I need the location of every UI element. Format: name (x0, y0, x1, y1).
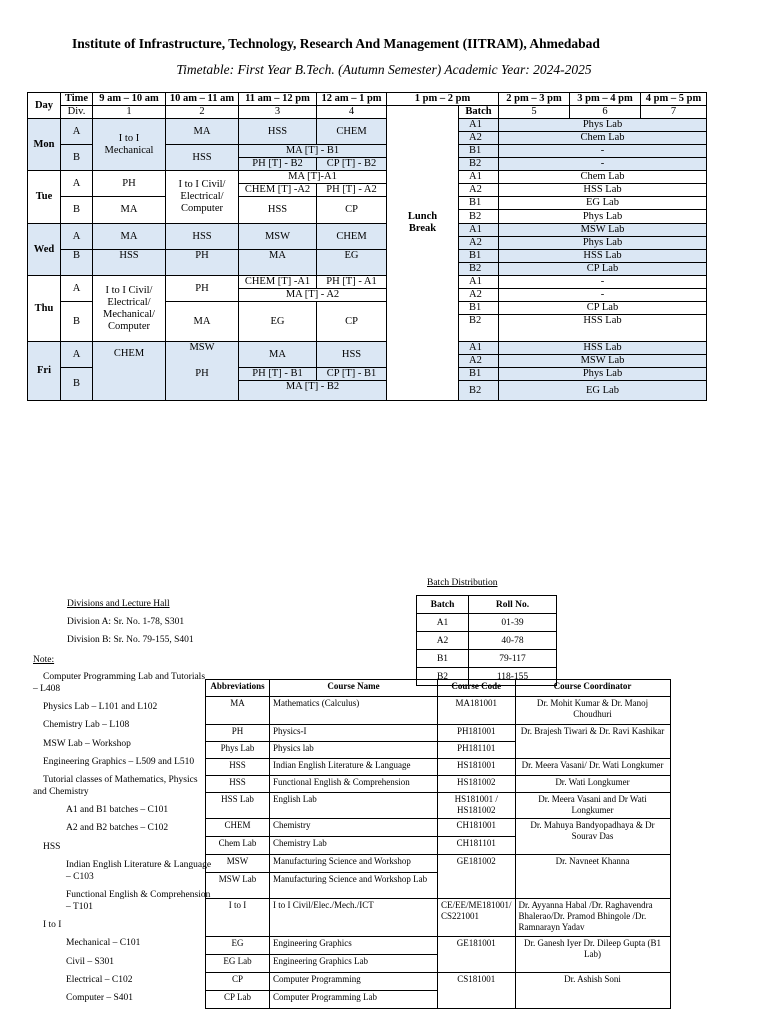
bd-batch: B2 (417, 668, 469, 686)
mon-lab-a1: Phys Lab (499, 119, 707, 132)
wed-lab-a2: Phys Lab (499, 237, 707, 250)
wed-a2: HSS (166, 224, 239, 250)
batch: A2 (459, 237, 499, 250)
day-thu: Thu (28, 276, 61, 342)
ct-coord: Dr. Wati Longkumer (515, 776, 670, 793)
wed-b2: PH (166, 250, 239, 276)
fri-b4: CP [T] - B1 (317, 368, 387, 381)
ct-header: Abbreviations (206, 680, 270, 697)
slot-num-4: 4 (317, 106, 387, 119)
thu-lab-a2: - (499, 289, 707, 302)
div-b: B (61, 145, 93, 171)
ct-coord: Dr. Meera Vasani and Dr Wati Longkumer (515, 793, 670, 819)
mon-lab-b2: - (499, 158, 707, 171)
h-day: Day (28, 93, 61, 119)
cp-lab-note-2: – L408 (33, 684, 61, 694)
ct-code: CH181101 (438, 837, 516, 855)
cp-lab-note: Computer Programming Lab and Tutorials (43, 672, 206, 682)
batch: B2 (459, 158, 499, 171)
mon-lab-b1: - (499, 145, 707, 158)
bd-roll: 79-117 (469, 650, 557, 668)
comp-note: Computer – S401 (66, 993, 134, 1003)
ct-abbr: CHEM (206, 819, 270, 837)
ct-header: Course Name (270, 680, 438, 697)
ct-name: Chemistry (270, 819, 438, 837)
fri-a2: MSW (166, 342, 239, 355)
tue-a3x: CHEM [T] -A2 (239, 184, 317, 197)
civil-note: Civil – S301 (66, 957, 115, 967)
div-a: A (61, 224, 93, 250)
mon-a2: MA (166, 119, 239, 145)
mon-lab-a2: Chem Lab (499, 132, 707, 145)
division-a-note: Division A: Sr. No. 1-78, S301 (67, 617, 185, 627)
thu-b3: EG (239, 302, 317, 342)
bd-roll: 118-155 (469, 668, 557, 686)
batch: B2 (459, 381, 499, 401)
ct-name: I to I Civil/Elec./Mech./ICT (270, 899, 438, 937)
ct-coord: Dr. Meera Vasani/ Dr. Wati Longkumer (515, 759, 670, 776)
day-wed: Wed (28, 224, 61, 276)
wed-a3: MSW (239, 224, 317, 250)
ct-name: Manufacturing Science and Workshop Lab (270, 873, 438, 899)
ct-code: MA181001 (438, 697, 516, 725)
batch: B2 (459, 263, 499, 276)
thu-a1: I to I Civil/ Electrical/ Mechanical/ Computer (93, 276, 166, 342)
ct-abbr: EG Lab (206, 955, 270, 973)
ct-abbr: HSS (206, 759, 270, 776)
ct-coord: Dr. Mahuya Bandyopadhaya & Dr Sourav Das (515, 819, 670, 855)
ct-code: PH181101 (438, 742, 516, 759)
ct-name: Mathematics (Calculus) (270, 697, 438, 725)
mon-b4x: CP [T] - B2 (317, 158, 387, 171)
wed-lab-b2: CP Lab (499, 263, 707, 276)
wed-lab-a1: MSW Lab (499, 224, 707, 237)
wed-a1: MA (93, 224, 166, 250)
day-fri: Fri (28, 342, 61, 401)
fri-b3: PH [T] - B1 (239, 368, 317, 381)
ct-coord: Dr. Ayyanna Habal /Dr. Raghavendra Bhalerao/Dr. Pramod Bhingole /Dr. Ramnarayn Yadav (515, 899, 670, 937)
tue-b3: HSS (239, 197, 317, 224)
ct-name: Physics-I (270, 725, 438, 742)
fri-a4: HSS (317, 342, 387, 368)
ct-abbr: EG (206, 937, 270, 955)
thu-a34: MA [T] - A2 (239, 289, 387, 302)
thu-a3: CHEM [T] -A1 (239, 276, 317, 289)
thu-b4: CP (317, 302, 387, 342)
tutorial-note: Tutorial classes of Mathematics, Physics (43, 775, 198, 785)
a1b1-note: A1 and B1 batches – C101 (66, 805, 169, 815)
division-b-note: Division B: Sr. No. 79-155, S401 (67, 635, 194, 645)
ct-coord: Dr. Brajesh Tiwari & Dr. Ravi Kashikar (515, 725, 670, 759)
ct-code: CS181001 (438, 973, 516, 1009)
mon-b3x: PH [T] - B2 (239, 158, 317, 171)
tue-a4x: PH [T] - A2 (317, 184, 387, 197)
batch: B1 (459, 302, 499, 315)
fri-lab-b1: Phys Lab (499, 368, 707, 381)
ct-name: Indian English Literature & Language (270, 759, 438, 776)
fri-a2-gap (166, 355, 239, 368)
lunch-label: Lunch Break (407, 211, 438, 234)
tue-lab-b1: EG Lab (499, 197, 707, 210)
hss-note: HSS (43, 842, 61, 852)
ct-code: PH181001 (438, 725, 516, 742)
bd-header: Roll No. (469, 596, 557, 614)
ct-abbr: HSS (206, 776, 270, 793)
bd-roll: 01-39 (469, 614, 557, 632)
wed-b4: EG (317, 250, 387, 276)
lunch-break (387, 119, 459, 328)
ct-name: Engineering Graphics (270, 937, 438, 955)
ct-abbr: CP (206, 973, 270, 991)
fri-lab-a1: HSS Lab (499, 342, 707, 355)
batch: A1 (459, 171, 499, 184)
bd-roll: 40-78 (469, 632, 557, 650)
slot-1: 9 am – 10 am (93, 93, 166, 106)
slot-num-1: 1 (93, 106, 166, 119)
tue-b1: MA (93, 197, 166, 224)
tue-lab-a1: Chem Lab (499, 171, 707, 184)
ct-name: Engineering Graphics Lab (270, 955, 438, 973)
slot-3: 11 am – 12 pm (239, 93, 317, 106)
tue-lab-a2: HSS Lab (499, 184, 707, 197)
divisions-title: Divisions and Lecture Hall (67, 599, 170, 609)
h-batch: Batch (459, 106, 499, 119)
ct-code: GE181001 (438, 937, 516, 973)
batch: A1 (459, 342, 499, 355)
ct-name: Chemistry Lab (270, 837, 438, 855)
batch-distribution-title: Batch Distribution (427, 578, 498, 588)
mon-a3: HSS (239, 119, 317, 145)
ct-code: CE/EE/ME181001/ CS221001 (438, 899, 516, 937)
ct-name: Computer Programming (270, 973, 438, 991)
iel-note-2: – C103 (66, 872, 94, 882)
ct-abbr: Phys Lab (206, 742, 270, 759)
wed-b1: HSS (93, 250, 166, 276)
thu-a2: PH (166, 276, 239, 302)
div-a: A (61, 276, 93, 302)
ct-abbr: I to I (206, 899, 270, 937)
ct-coord: Dr. Navneet Khanna (515, 855, 670, 899)
slot-num-3: 3 (239, 106, 317, 119)
batch: B2 (459, 315, 499, 342)
batch: A2 (459, 355, 499, 368)
ct-abbr: MA (206, 697, 270, 725)
tue-a1: PH (93, 171, 166, 197)
msw-lab-note: MSW Lab – Workshop (43, 739, 131, 749)
slot-4: 12 am – 1 pm (317, 93, 387, 106)
h-div: Div. (61, 106, 93, 119)
h-time: Time (61, 93, 93, 106)
mon-a4: CHEM (317, 119, 387, 145)
batch: A2 (459, 132, 499, 145)
thu-b2: MA (166, 302, 239, 342)
div-b: B (61, 250, 93, 276)
ct-abbr: MSW (206, 855, 270, 873)
day-tue: Tue (28, 171, 61, 224)
batch: A1 (459, 224, 499, 237)
ct-code: HS181001 (438, 759, 516, 776)
ct-name: Physics lab (270, 742, 438, 759)
wed-a4: CHEM (317, 224, 387, 250)
ct-header: Course Code (438, 680, 516, 697)
fri-a1: CHEM (93, 342, 166, 401)
slot-num-2: 2 (166, 106, 239, 119)
thu-lab-b1: CP Lab (499, 302, 707, 315)
slot-6: 3 pm – 4 pm (570, 93, 641, 106)
mon-b2: HSS (166, 145, 239, 171)
ct-coord: Dr. Mohit Kumar & Dr. Manoj Choudhuri (515, 697, 670, 725)
thu-a4: PH [T] - A1 (317, 276, 387, 289)
phys-lab-note: Physics Lab – L101 and L102 (43, 702, 158, 712)
div-b: B (61, 197, 93, 224)
institute-title: Institute of Infrastructure, Technology, Research And Management (IITRAM), Ahmedabad (72, 36, 600, 51)
batch: B2 (459, 210, 499, 224)
course-table (205, 679, 671, 1009)
iel-note: Indian English Literature & Language (66, 860, 212, 870)
ct-name: Functional English & Comprehension (270, 776, 438, 793)
slot-7: 4 pm – 5 pm (641, 93, 707, 106)
bd-batch: B1 (417, 650, 469, 668)
mon-a1: I to I Mechanical (93, 119, 166, 171)
fri-b2: PH (166, 368, 239, 401)
batch: B1 (459, 145, 499, 158)
timetable-title: Timetable: First Year B.Tech. (Autumn Semester) Academic Year: 2024-2025 (176, 62, 592, 77)
bd-batch: A1 (417, 614, 469, 632)
thu-lab-a1: - (499, 276, 707, 289)
fri-a3: MA (239, 342, 317, 368)
ct-abbr: PH (206, 725, 270, 742)
lunch-empty (387, 106, 459, 119)
ct-code: CH181001 (438, 819, 516, 837)
tue-a34: MA [T]-A1 (239, 171, 387, 184)
timetable-grid (27, 92, 707, 401)
div-b: B (61, 368, 93, 401)
ct-abbr: Chem Lab (206, 837, 270, 855)
tue-a2: I to I Civil/ Electrical/ Computer (166, 171, 239, 224)
div-a: A (61, 119, 93, 145)
ct-name: English Lab (270, 793, 438, 819)
ct-abbr: HSS Lab (206, 793, 270, 819)
ct-code: HS181001 / HS181002 (438, 793, 516, 819)
bd-batch: A2 (417, 632, 469, 650)
fri-lab-a2: MSW Lab (499, 355, 707, 368)
ct-code: HS181002 (438, 776, 516, 793)
slot-num-7: 7 (641, 106, 707, 119)
elec-note: Electrical – C102 (66, 975, 133, 985)
mech-note: Mechanical – C101 (66, 938, 141, 948)
fri-lab-b2: EG Lab (499, 381, 707, 401)
mon-b34: MA [T] - B1 (239, 145, 387, 158)
wed-b3: MA (239, 250, 317, 276)
bd-header: Batch (417, 596, 469, 614)
thu-lab-b2: HSS Lab (499, 315, 707, 342)
day-mon: Mon (28, 119, 61, 171)
ct-header: Course Coordinator (515, 680, 670, 697)
ct-abbr: CP Lab (206, 991, 270, 1009)
note-title: Note: (33, 655, 55, 665)
ct-name: Computer Programming Lab (270, 991, 438, 1009)
tue-b4: CP (317, 197, 387, 224)
slot-5: 2 pm – 3 pm (499, 93, 570, 106)
batch: B1 (459, 197, 499, 210)
ct-abbr: MSW Lab (206, 873, 270, 899)
itoi-note: I to I (43, 920, 62, 930)
batch: B1 (459, 368, 499, 381)
batch: A2 (459, 184, 499, 197)
tutorial-note-2: and Chemistry (33, 787, 89, 797)
slot-num-6: 6 (570, 106, 641, 119)
slot-num-5: 5 (499, 106, 570, 119)
batch: A1 (459, 276, 499, 289)
fec-note: Functional English & Comprehension (66, 890, 211, 900)
fri-b34: MA [T] - B2 (239, 381, 387, 401)
batch-distribution-table (416, 595, 557, 686)
a2b2-note: A2 and B2 batches – C102 (66, 823, 169, 833)
batch: B1 (459, 250, 499, 263)
ct-coord: Dr. Ashish Soni (515, 973, 670, 1009)
slot-lunch: 1 pm – 2 pm (387, 93, 499, 106)
tue-lab-b2: Phys Lab (499, 210, 707, 224)
batch: A1 (459, 119, 499, 132)
div-a: A (61, 171, 93, 197)
chem-lab-note: Chemistry Lab – L108 (43, 720, 130, 730)
div-b: B (61, 302, 93, 342)
ct-name: Manufacturing Science and Workshop (270, 855, 438, 873)
wed-lab-b1: HSS Lab (499, 250, 707, 263)
ct-coord: Dr. Ganesh Iyer Dr. Dileep Gupta (B1 Lab) (515, 937, 670, 973)
div-a: A (61, 342, 93, 368)
fri-lunch-gap (387, 342, 459, 401)
eg-lab-note: Engineering Graphics – L509 and L510 (43, 757, 195, 767)
batch: A2 (459, 289, 499, 302)
ct-code: GE181002 (438, 855, 516, 899)
fec-note-2: – T101 (66, 902, 94, 912)
slot-2: 10 am – 11 am (166, 93, 239, 106)
